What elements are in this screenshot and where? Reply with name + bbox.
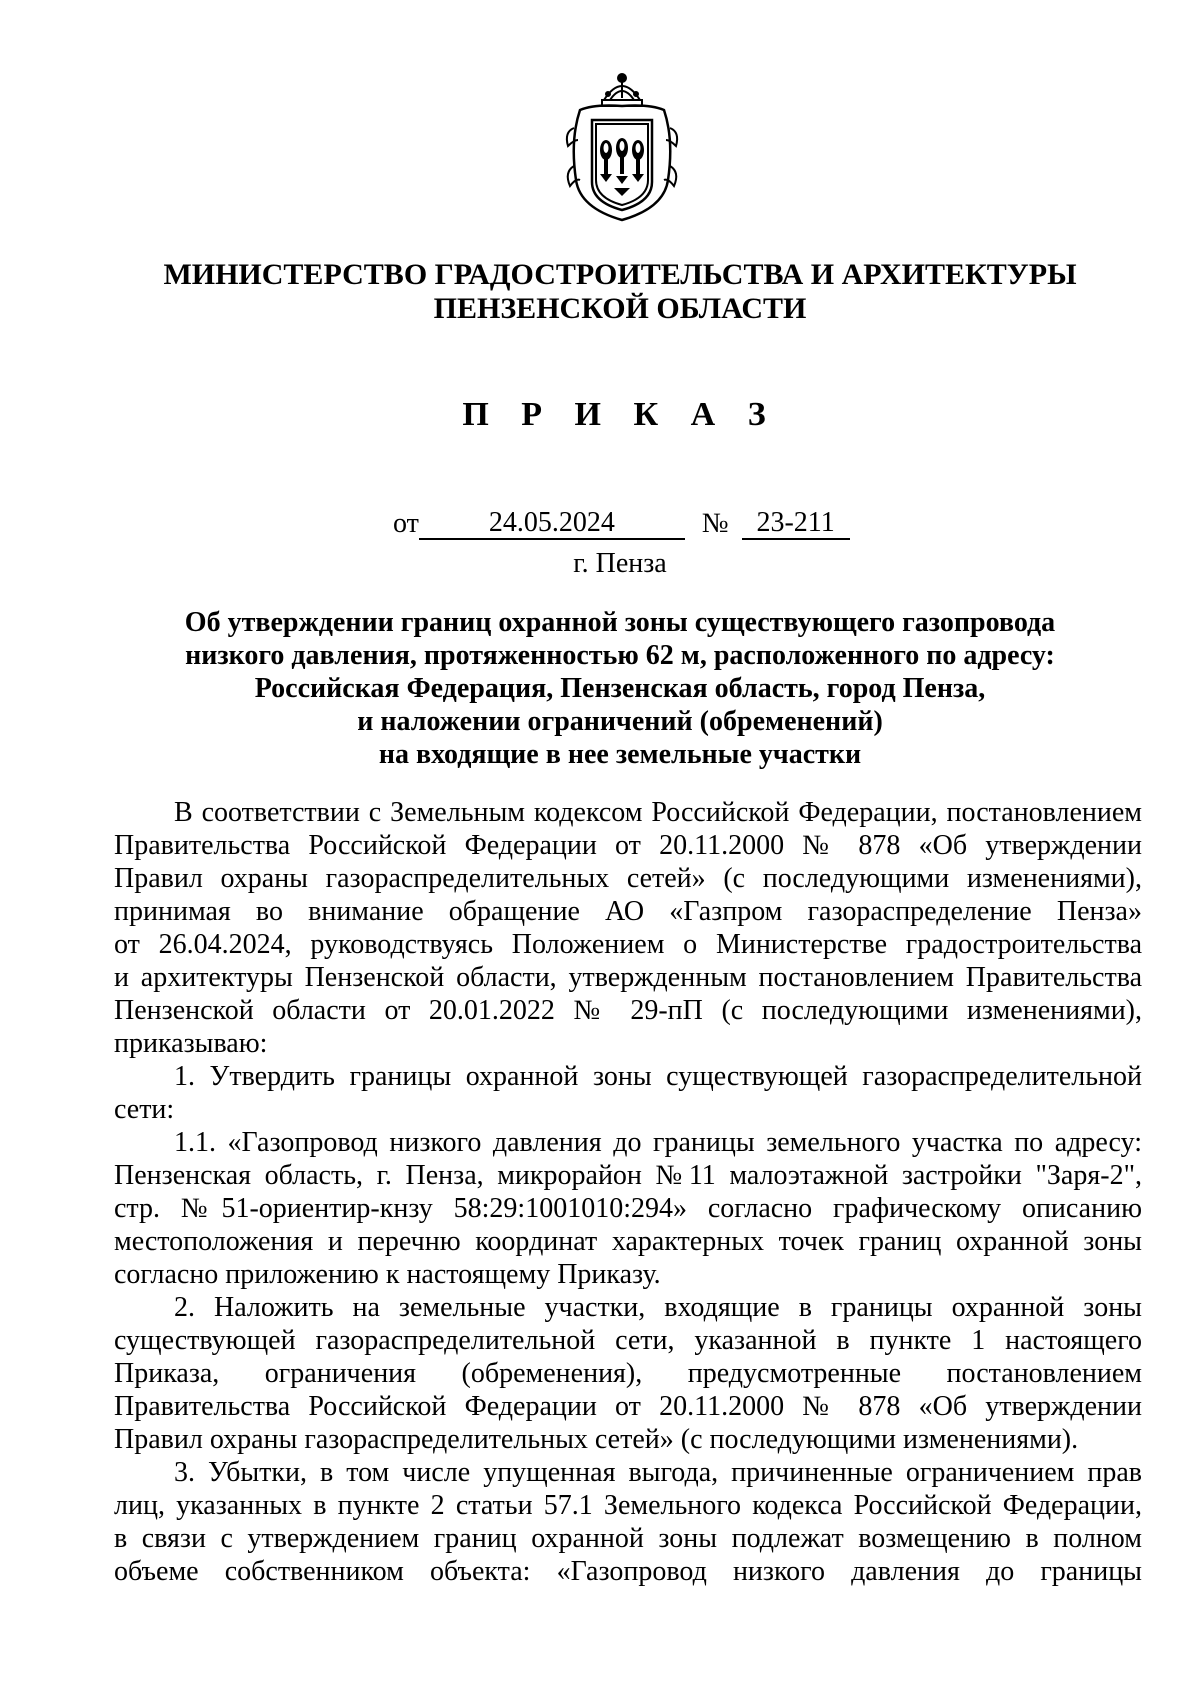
body-line: и архитектуры Пензенской области, утвержденным постановлением Правительства	[114, 962, 1142, 993]
body-line: Пензенская область, г. Пенза, микрорайон №11 малоэтажной застройки "Заря-2",	[114, 1160, 1142, 1191]
body-line: приказываю:	[114, 1028, 268, 1059]
body-line: В соответствии с Земельным кодексом Российской Федерации, постановлением	[174, 797, 1142, 828]
date-prefix: от	[393, 508, 419, 539]
body-line: объеме собственником объекта: «Газопровод низкого давления до границы	[114, 1556, 1142, 1587]
body-line: Правил охраны газораспределительных сетей» (с последующими изменениями).	[114, 1424, 1079, 1455]
heading-line: Российская Федерация, Пензенская область, город Пенза,	[254, 673, 986, 704]
order-date: 24.05.2024	[419, 508, 685, 540]
heading-line: и наложении ограничений (обременений)	[357, 706, 883, 737]
body-line: 1.1. «Газопровод низкого давления до границы земельного участка по адресу:	[174, 1127, 1142, 1158]
heading-line: низкого давления, протяженностью 62 м, расположенного по адресу:	[185, 640, 1055, 671]
document-type-title: П Р И К А З	[462, 396, 778, 433]
body-line: сети:	[114, 1094, 175, 1125]
body-line: согласно приложению к настоящему Приказу.	[114, 1259, 661, 1290]
body-line: стр. №51-ориентир-кнзу 58:29:1001010:294» согласно графическому описанию	[114, 1193, 1142, 1224]
body-line: 2. Наложить на земельные участки, входящие в границы охранной зоны	[174, 1292, 1142, 1323]
body-line: существующей газораспределительной сети, указанной в пункте 1 настоящего	[114, 1325, 1142, 1356]
order-number: 23-211	[742, 508, 850, 540]
number-prefix: №	[701, 508, 729, 539]
body-line: принимая во внимание обращение АО «Газпром газораспределение Пенза»	[114, 896, 1142, 927]
date-number-line	[393, 508, 850, 540]
body-line: Правительства Российской Федерации от 20.11.2000 № 878 «Об утверждении	[114, 830, 1142, 861]
body-line: 1. Утвердить границы охранной зоны существующей газораспределительной	[174, 1061, 1142, 1092]
body-line: от 26.04.2024, руководствуясь Положением о Министерстве градостроительства	[114, 929, 1142, 960]
body-line: Правил охраны газораспределительных сетей» (с последующими изменениями),	[114, 863, 1142, 894]
heading-line: на входящие в нее земельные участки	[378, 739, 862, 770]
coat-of-arms-icon	[560, 70, 684, 222]
heading-line: Об утверждении границ охранной зоны существующего газопровода	[184, 607, 1056, 638]
city: г. Пенза	[573, 548, 667, 579]
body-line: лиц, указанных в пункте 2 статьи 57.1 Земельного кодекса Российской Федерации,	[114, 1490, 1142, 1521]
body-line: Правительства Российской Федерации от 20.11.2000 № 878 «Об утверждении	[114, 1391, 1142, 1422]
ministry-name-line-1: МИНИСТЕРСТВО ГРАДОСТРОИТЕЛЬСТВА И АРХИТЕКТУРЫ	[163, 258, 1077, 291]
body-line: 3. Убытки, в том числе упущенная выгода, причиненные ограничением прав	[174, 1457, 1142, 1488]
body-line: Пензенской области от 20.01.2022 № 29-пП (с последующими изменениями),	[114, 995, 1142, 1026]
order-body	[114, 796, 1142, 1588]
body-line: в связи с утверждением границ охранной зоны подлежат возмещению в полном	[114, 1523, 1142, 1554]
body-line: местоположения и перечню координат характерных точек границ охранной зоны	[114, 1226, 1142, 1257]
body-line: Приказа, ограничения (обременения), предусмотренные постановлением	[114, 1358, 1142, 1389]
ministry-name-line-2: ПЕНЗЕНСКОЙ ОБЛАСТИ	[433, 292, 807, 325]
